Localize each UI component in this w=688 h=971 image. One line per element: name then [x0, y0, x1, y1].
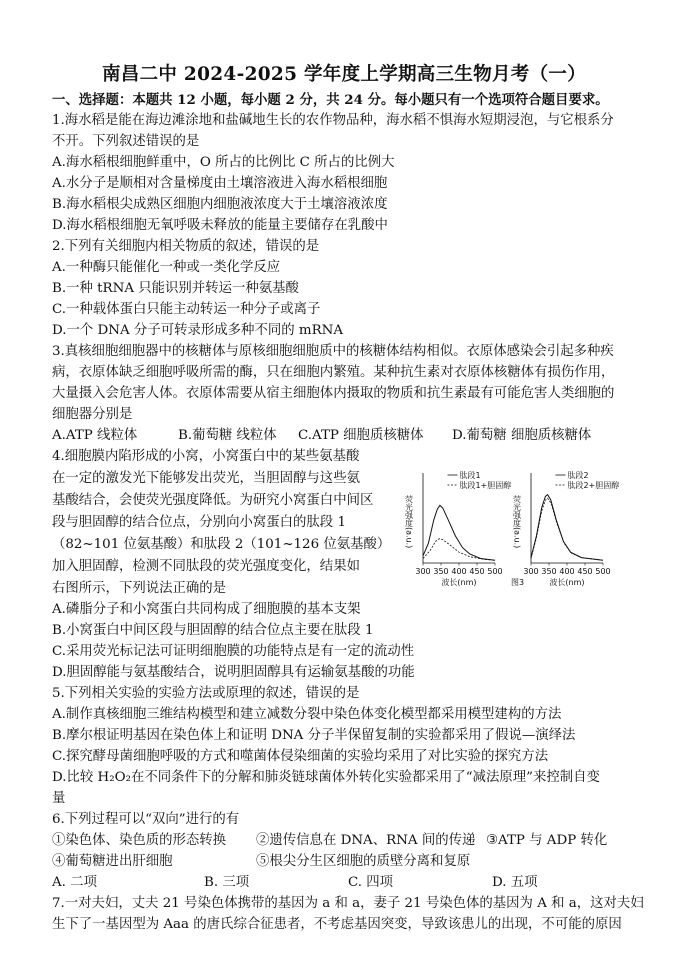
chart2-series-1-line: [531, 495, 603, 561]
q3-option-b: B.葡萄糖 线粒体: [178, 428, 277, 443]
chart2-x-axis-label: 波长(nm): [549, 578, 585, 587]
q6-options: [52, 873, 652, 893]
chart1-x-tick-label-4: 500: [487, 567, 503, 576]
q4-stem-line7: 右图所示，下列说法正确的是: [52, 581, 227, 596]
q1-stem-line2: 不开。下列叙述错误的是: [52, 134, 200, 149]
page-title: 南昌二中 2024-2025 学年度上学期高三生物月考（一）: [101, 64, 587, 85]
q6-item-1: ①染色体、染色质的形态转换: [52, 833, 227, 848]
chart1-y-axis-label: 荧光强度(a.u.): [404, 495, 414, 549]
q6-item-4: ④葡萄糖进出肝细胞: [52, 854, 173, 869]
q1-option-b: A.水分子是顺相对含量梯度由土壤溶液进入海水稻根细胞: [52, 176, 388, 191]
q2-option-a: A.一种酶只能催化一种或一类化学反应: [52, 260, 281, 275]
q6-item-3: ③ATP 与 ADP 转化: [486, 833, 608, 848]
q4-stem-line6: 加入胆固醇，检测不同肽段的荧光强度变化，结果如: [52, 559, 360, 574]
chart2-figure-label: 图3: [511, 578, 525, 587]
q6-option-d: D. 五项: [492, 875, 538, 890]
q5-option-d: D.比较 H₂O₂在不同条件下的分解和肺炎链球菌体外转化实验都采用了“减法原理”来控制自变: [52, 770, 600, 785]
q3-stem-line4: 细胞器分别是: [52, 407, 133, 422]
q3-options: [52, 426, 652, 446]
chart1-x-tick-label-0: 300: [415, 567, 431, 576]
q2-option-c: C.一种载体蛋白只能主动转运一种分子或离子: [52, 302, 321, 317]
q4-option-a: A.磷脂分子和小窝蛋白共同构成了细胞膜的基本支架: [52, 602, 361, 617]
q3-stem-line1: 3.真核细胞细胞器中的核糖体与原核细胞细胞质中的核糖体结构相似。衣原体感染会引起多种疾: [52, 344, 614, 359]
chart2-y-axis-label: 荧光强度(a.u.): [512, 495, 522, 549]
q4-option-b: B.小窝蛋白中间区段与胆固醇的结合位点主要在肽段 1: [52, 623, 374, 638]
q2-option-b: B.一种 tRNA 只能识别并转运一种氨基酸: [52, 281, 299, 296]
q3-option-d: D.葡萄糖 细胞质核糖体: [452, 428, 592, 443]
fluorescence-figure: [393, 465, 620, 595]
q6-items-row1: [52, 831, 652, 851]
q3-stem-line3: 大量摄入会危害人体。衣原体需要从宿主细胞体内摄取的物质和抗生素最有可能危害人类细胞的: [52, 386, 615, 401]
q4-option-d: D.胆固醇能与氨基酸结合，说明胆固醇具有运输氨基酸的功能: [52, 665, 415, 680]
chart1-x-axis-label: 波长(nm): [441, 578, 477, 587]
q5-stem: 5.下列相关实验的实验方法或原理的叙述，错误的是: [52, 686, 360, 701]
chart1-legend-label-2: 肽段1+胆固醇: [459, 480, 512, 490]
chart2-x-tick-label-2: 400: [559, 567, 575, 576]
q6-item-5: ⑤根尖分生区细胞的质壁分离和复原: [256, 854, 471, 869]
q4-option-c: C.采用荧光标记法可证明细胞膜的功能特点是有一定的流动性: [52, 644, 415, 659]
fluorescence-charts: [393, 465, 620, 595]
q4-stem-line4: 段与胆固醇的结合位点，分别向小窝蛋白的肽段 1: [52, 515, 346, 530]
q6-option-c: C. 四项: [348, 875, 394, 890]
q5-option-a: A.制作真核细胞三维结构模型和建立减数分裂中染色体变化模型都采用模型建构的方法: [52, 707, 562, 722]
q1-stem-line1: 1.海水稻是能在海边滩涂地和盐碱地生长的农作物品种，海水稻不惧海水短期浸泡，与它根系分: [52, 113, 614, 128]
q2-option-d: D.一个 DNA 分子可转录形成多种不同的 mRNA: [52, 323, 344, 338]
q4-stem-line5: （82~101 位氨基酸）和肽段 2（101~126 位氨基酸）: [52, 537, 391, 552]
q5-option-b: B.摩尔根证明基因在染色体上和证明 DNA 分子半保留复制的实验都采用了假说—演绎法: [52, 728, 576, 743]
q6-option-a: A. 二项: [52, 875, 97, 890]
chart2-x-tick-label-3: 450: [577, 567, 593, 576]
q4-stem-line3: 基酸结合，会使荧光强度降低。为研究小窝蛋白中间区: [52, 493, 374, 508]
chart1-x-tick-label-3: 450: [469, 567, 485, 576]
q6-option-b: B. 三项: [204, 875, 250, 890]
q4-stem-line1: 4.细胞膜内陷形成的小窝，小窝蛋白中的某些氨基酸: [52, 449, 360, 464]
q1-option-d: D.海水稻根细胞无氧呼吸未释放的能量主要储存在乳酸中: [52, 218, 388, 233]
q3-option-a: A.ATP 线粒体: [52, 428, 138, 443]
q1-option-c: B.海水稻根尖成熟区细胞内细胞液浓度大于土壤溶液浓度: [52, 197, 388, 212]
q3-option-c: C.ATP 细胞质核糖体: [298, 428, 424, 443]
q6-stem: 6.下列过程可以“双向”进行的有: [52, 812, 240, 827]
chart2-legend-label-2: 肽段2+胆固醇: [567, 480, 620, 490]
chart2-x-tick-label-0: 300: [523, 567, 539, 576]
chart1-legend-label-1: 肽段1: [459, 470, 481, 480]
q4-stem-line2: 在一定的激发光下能够发出荧光，当胆固醇与这些氨: [52, 471, 360, 486]
q1-option-a: A.海水稻根细胞鲜重中，O 所占的比例比 C 所占的比例大: [52, 155, 395, 170]
section-heading: 一、选择题：本题共 12 小题，每小题 2 分，共 24 分。每小题只有一个选项符合题目要求。: [52, 92, 609, 108]
chart1-x-tick-label-1: 350: [433, 567, 449, 576]
q6-items-row2: [52, 852, 652, 872]
q7-stem-line1: 7.一对夫妇，丈夫 21 号染色体携带的基因为 a 和 a，妻子 21 号染色体的基因为 A 和 a，这对夫妇: [52, 896, 644, 911]
chart2-x-tick-label-4: 500: [595, 567, 611, 576]
q6-item-2: ②遗传信息在 DNA、RNA 间的传递: [256, 833, 476, 848]
chart1-x-tick-label-2: 400: [451, 567, 467, 576]
q2-stem: 2.下列有关细胞内相关物质的叙述，错误的是: [52, 239, 320, 254]
chart2-x-tick-label-1: 350: [541, 567, 557, 576]
q5-option-d-cont: 量: [52, 791, 66, 806]
q7-stem-line2: 生下了一基因型为 Aaa 的唐氏综合征患者，不考虑基因突变，导致该患儿的出现，不可能的原因: [52, 917, 622, 932]
q3-stem-line2: 病，衣原体缺乏细胞呼吸所需的酶，只在细胞内繁殖。某种抗生素对衣原体核糖体有损伤作用，: [52, 365, 615, 380]
q5-option-c: C.探究酵母菌细胞呼吸的方式和噬菌体侵染细菌的实验均采用了对比实验的探究方法: [52, 749, 549, 764]
chart2-legend-label-1: 肽段2: [567, 470, 589, 480]
